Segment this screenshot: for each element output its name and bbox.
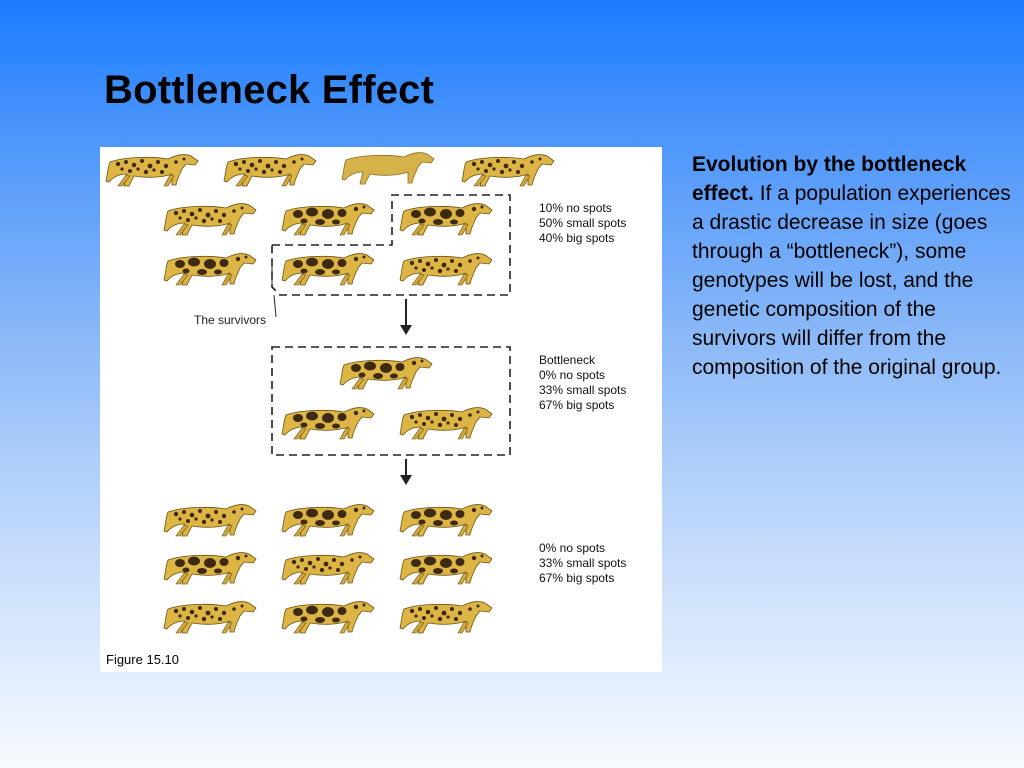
description-body: If a population experiences a drastic decrease in size (goes through a “bottleneck”), some genotypes will be lost, and the genetic composition of the survivors will differ from the composition of the original group. [692,182,1011,379]
cat-big-spots [164,553,256,584]
cat-big-spots [400,204,492,235]
stat-line: 0% no spots [539,368,606,382]
cat-big-spots [400,505,492,536]
stat-line: 67% big spots [539,571,615,585]
cat-no-spots [342,153,434,184]
arrow-down [400,325,412,335]
cat-big-spots [164,254,256,285]
stat-line: 33% small spots [539,383,627,397]
arrow-down [400,475,412,485]
cat-small-spots [400,254,492,285]
stat-line: 33% small spots [539,556,627,570]
cat-small-spots [400,408,492,439]
cat-small-spots [164,505,256,536]
slide-title: Bottleneck Effect [104,68,435,112]
stat-line: 40% big spots [539,231,615,245]
bottleneck-stats [539,353,626,413]
slide-description [692,150,1018,382]
survivors-label: The survivors [194,313,267,327]
cat-big-spots [400,553,492,584]
cat-big-spots [282,408,374,439]
bottleneck-heading: Bottleneck [539,353,596,367]
cat-small-spots [106,155,198,186]
cat-small-spots [164,602,256,633]
stat-line: 67% big spots [539,398,615,412]
bottleneck-figure [100,147,662,672]
cat-small-spots [462,155,554,186]
cat-big-spots [282,602,374,633]
cat-small-spots [400,602,492,633]
stat-line: 50% small spots [539,216,627,230]
cat-big-spots [340,358,432,389]
original-stats [539,201,626,246]
stat-line: 0% no spots [539,541,606,555]
cat-small-spots [282,553,374,584]
cat-small-spots [164,204,256,235]
cat-big-spots [282,254,374,285]
description-lead: Evolution by the bottleneck effect. [692,153,967,205]
cat-small-spots [224,155,316,186]
cat-big-spots [282,505,374,536]
cat-big-spots [282,204,374,235]
figure-caption-label: Figure 15.10 [106,652,179,667]
final-stats [539,541,626,586]
stat-line: 10% no spots [539,201,612,215]
